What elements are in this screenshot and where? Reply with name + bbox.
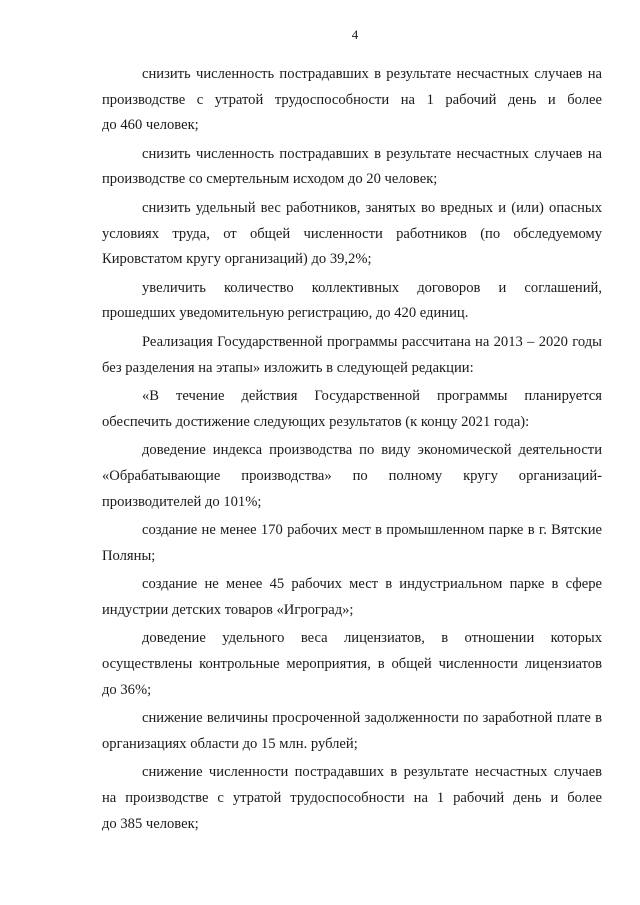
paragraph — [102, 518, 602, 569]
paragraph-line: производителей до 101%; — [102, 493, 262, 510]
paragraph-line: производстве со смертельным исходом до 20 человек; — [102, 171, 438, 188]
paragraph — [102, 384, 602, 435]
paragraph-line: доведение индекса производства по виду экономической деятельности — [142, 442, 602, 459]
paragraph — [102, 196, 602, 273]
paragraph-line: до 460 человек; — [102, 117, 199, 134]
paragraph — [102, 626, 602, 703]
paragraph-line: прошедших уведомительную регистрацию, до 420 единиц. — [102, 305, 469, 322]
paragraph-line: Реализация Государственной программы рассчитана на 2013 – 2020 годы — [142, 333, 602, 350]
paragraph — [102, 438, 602, 515]
paragraph-line: производстве с утратой трудоспособности на 1 рабочий день и более — [102, 91, 602, 108]
paragraph-line: доведение удельного веса лицензиатов, в отношении которых — [142, 630, 602, 647]
paragraph — [102, 706, 602, 757]
paragraph-line: до 385 человек; — [102, 815, 199, 832]
paragraph-line: до 36%; — [102, 681, 152, 698]
paragraph-line: «В течение действия Государственной программы планируется — [142, 388, 602, 405]
paragraph-line: увеличить количество коллективных договоров и соглашений, — [142, 279, 602, 296]
paragraph-line: создание не менее 45 рабочих мест в индустриальном парке в сфере — [142, 576, 602, 593]
page-number: 4 — [351, 27, 359, 42]
paragraph-line: снизить удельный вес работников, занятых во вредных и (или) опасных — [142, 199, 602, 216]
paragraph — [102, 760, 602, 837]
paragraph-line: индустрии детских товаров «Игроград»; — [102, 601, 354, 618]
paragraph — [102, 62, 602, 139]
paragraph-line: на производстве с утратой трудоспособности на 1 рабочий день и более — [102, 790, 602, 807]
paragraph-line: снизить численность пострадавших в результате несчастных случаев на — [142, 145, 602, 162]
document-body — [102, 62, 602, 837]
paragraph — [102, 142, 602, 193]
paragraph-line: Кировстатом кругу организаций) до 39,2%; — [102, 251, 372, 268]
paragraph-line: снижение численности пострадавших в результате несчастных случаев — [142, 764, 602, 781]
paragraph-line: снизить численность пострадавших в результате несчастных случаев на — [142, 66, 602, 82]
paragraph-line: «Обрабатывающие производства» по полному кругу организаций- — [102, 467, 602, 484]
paragraph-line: без разделения на этапы» изложить в следующей редакции: — [102, 359, 474, 376]
paragraph-line: условиях труда, от общей численности работников (по обследуемому — [102, 225, 602, 242]
paragraph-line: создание не менее 170 рабочих мест в промышленном парке в г. Вятские — [142, 522, 602, 539]
paragraph-line: организациях области до 15 млн. рублей; — [102, 735, 358, 752]
paragraph-line: снижение величины просроченной задолженности по заработной плате в — [142, 710, 602, 727]
paragraph-line: обеспечить достижение следующих результатов (к концу 2021 года): — [102, 413, 530, 430]
paragraph-line: осуществлены контрольные мероприятия, в общей численности лицензиатов — [102, 656, 602, 673]
paragraph — [102, 572, 602, 623]
paragraph-line: Поляны; — [102, 547, 156, 564]
paragraph — [102, 276, 602, 327]
paragraph — [102, 330, 602, 381]
